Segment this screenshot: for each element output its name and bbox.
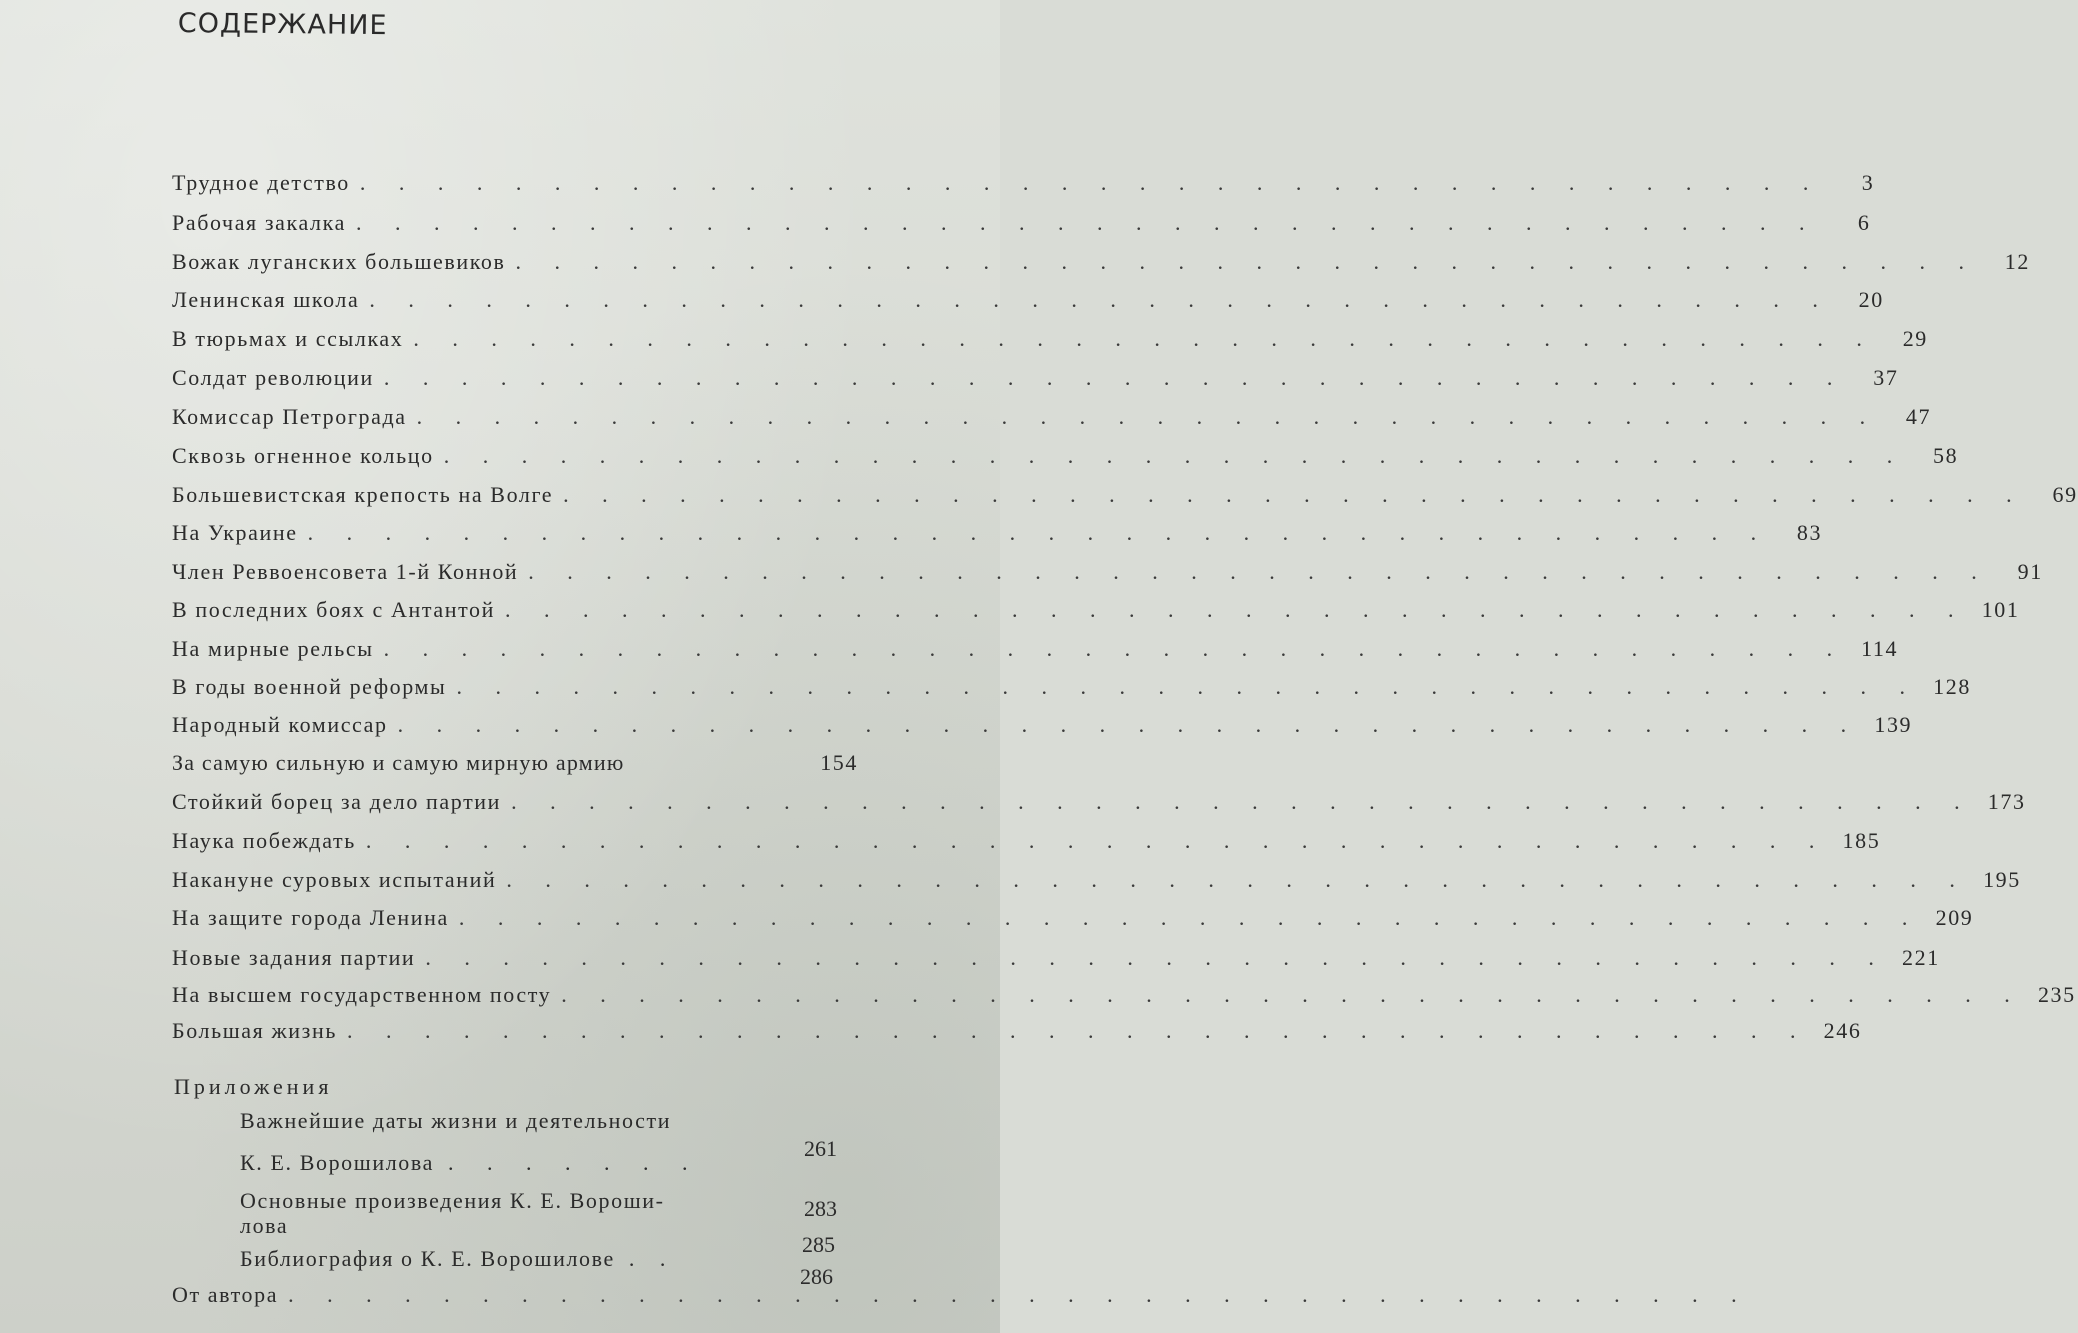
- toc-entry: [172, 945, 1940, 979]
- leader-dots: . . . . . . . . . . . . . . . . . . . . . . . . . . . . . . . . . . . . . .: [561, 982, 2024, 1007]
- leader-dots: . . . . . . . . . . . . . . . . . . . . . . . . . . . . . . . . . . . . . .: [307, 520, 1771, 545]
- leader-dots: . . . . . . . . . . . . . . . . . . . . . . . . . . . . . . . . . . . . . .: [359, 170, 1823, 195]
- appendix-heading: Приложения: [174, 1074, 333, 1099]
- appendix-item-line: Важнейшие даты жизни и деятельности: [240, 1108, 672, 1133]
- toc-entry-title: От автора: [172, 1282, 279, 1307]
- leader-dots: . . . . . . . . . . . . . . . . . . . . . . . . . . . . . . . . . . . . . .: [458, 905, 1922, 930]
- toc-entry: [172, 867, 2021, 901]
- toc-entry: [172, 674, 1971, 708]
- toc-entry-title: На высшем государственном посту: [172, 982, 552, 1007]
- toc-entry-title: За самую сильную и самую мирную армию: [172, 750, 625, 775]
- leader-dots: . . . . . . . . . . . . . . . . . . . . . . . . . . . . . . . . . . . . . .: [346, 1018, 1810, 1043]
- toc-entry-page: 101: [1981, 597, 2020, 622]
- toc-entry-page: 69: [2052, 482, 2078, 507]
- toc-entry: [172, 905, 1974, 939]
- toc-entry: [172, 520, 1823, 554]
- leader-dots: . . . . . . . . . . . . . . . . . . . . . . . . . . . . . . . . . . . . . .: [383, 636, 1847, 661]
- leader-dots: . . . . . . . . . . . . . . . . . . . . . . . . . . . . . . . . . . . . . .: [425, 945, 1888, 970]
- leader-dots: . . . . . . . . . . . . . . . . . . . . . . . . . . . . . . . . . . . . . .: [456, 674, 1919, 699]
- toc-entry-page: 154: [820, 750, 858, 775]
- toc-entry-page: 6: [1857, 210, 1871, 235]
- leader-dots: . . . . . . . . . . . . . . . . . . . . . . . . . . . . . . . . . . . . . .: [288, 1282, 1751, 1307]
- toc-entry-page: 29: [1902, 326, 1928, 351]
- toc-entry-title: Член Реввоенсовета 1-й Конной: [172, 559, 519, 584]
- leader-dots: . . . . . . . . . . . . . . . . . . . . . . . . . . . . . . . . . . . . . .: [355, 210, 1819, 235]
- toc-entry-title: Накануне суровых испытаний: [172, 867, 497, 892]
- toc-entry-page: 58: [1933, 443, 1959, 468]
- toc-entry: [172, 636, 1899, 670]
- contents-heading: СОДЕРЖАНИЕ: [177, 8, 388, 42]
- toc-entry-title: На мирные рельсы: [172, 636, 374, 661]
- toc-entry: [172, 482, 2078, 516]
- toc-entry: [172, 828, 1881, 862]
- toc-entry: [172, 404, 1932, 438]
- toc-entry-title: Вожак луганских большевиков: [172, 249, 506, 274]
- toc-entry: [172, 365, 1899, 399]
- toc-entry-page: 20: [1858, 287, 1884, 312]
- leader-dots: . . . . . . . . . . . . . . . . . . . . . . . . . . . . . . . . . . . . . .: [383, 365, 1847, 390]
- appendix-item-text: К. Е. Ворошилова: [240, 1150, 434, 1175]
- toc-entry: [172, 1018, 1862, 1052]
- toc-entry-title: На защите города Ленина: [172, 905, 449, 930]
- toc-entry-title: Ленинская школа: [172, 287, 360, 312]
- toc-entry-title: Комиссар Петрограда: [172, 404, 407, 429]
- toc-entry-page: 209: [1935, 905, 1974, 930]
- toc-entry-page: 114: [1861, 636, 1899, 661]
- leader-dots: . . . . . . . . . . . . . . . . . . . . . . . . . . . . . . . . . . . . . .: [505, 597, 1968, 622]
- toc-entry-title: Народный комиссар: [172, 712, 388, 737]
- toc-entry-title: Наука побеждать: [172, 828, 356, 853]
- toc-entry-title: Сквозь огненное кольцо: [172, 443, 434, 468]
- toc-entry-page: 47: [1905, 404, 1932, 429]
- toc-entry: [172, 597, 2020, 631]
- toc-entry-page: 139: [1874, 712, 1913, 737]
- leader-dots: . . . . . . . . . . . . . . . . . . . . . . . . . . . . . . . . . . . . . .: [413, 326, 1876, 351]
- appendix-item-line: [240, 1150, 701, 1176]
- toc-entry-title: В годы военной реформы: [172, 674, 447, 699]
- toc-entry-page: 37: [1873, 365, 1899, 390]
- appendix-item-line: лова: [240, 1213, 289, 1238]
- toc-entry-title: Большая жизнь: [172, 1018, 337, 1043]
- appendix-item-line: Основные произведения К. Е. Вороши-: [240, 1188, 665, 1213]
- toc-entry-title: Новые задания партии: [172, 945, 416, 970]
- toc-entry-page: 221: [1902, 945, 1940, 970]
- toc-entry-title: Трудное детство: [172, 170, 350, 195]
- toc-entry: [172, 443, 1959, 477]
- toc-entry-page: 173: [1987, 789, 2026, 814]
- toc-entry-page: 185: [1842, 828, 1881, 853]
- leader-dots: . . . . . . . . . . . . . . . . . . . . . . . . . . . . . . . . . . . . . .: [369, 287, 1832, 312]
- appendix-item-line: [240, 1246, 675, 1272]
- toc-entry: [172, 287, 1884, 321]
- toc-entry-title: Рабочая закалка: [172, 210, 346, 235]
- leader-dots: . . . . . . . . . . . . . . . . . . . . . . . . . . . . . . . . . . . . . .: [397, 712, 1861, 737]
- toc-entry: [172, 559, 2043, 593]
- toc-entry: [172, 982, 2076, 1016]
- leader-dots: . . . . . . . . . . . . . . . . . . . . . . . . . . . . . . . . . . . . . .: [506, 867, 1969, 892]
- toc-entry-author: [172, 1282, 1751, 1316]
- toc-entry: [172, 750, 858, 784]
- toc-entry-page: 3: [1861, 170, 1875, 195]
- leader-dots: . . . . . . . . . . . . . . . . . . . . . . . . . . . . . . . . . . . . . .: [416, 404, 1880, 429]
- appendix-item-page: 283: [804, 1196, 837, 1221]
- toc-entry-page: 12: [2004, 249, 2030, 274]
- toc-entry-page: 195: [1983, 867, 2021, 892]
- toc-entry: [172, 712, 1913, 746]
- toc-entry: [172, 170, 1875, 204]
- leader-dots: . . . . . . . . . . . . . . . . . . . . . . . . . . . . . . . . . . . . . .: [443, 443, 1907, 468]
- toc-entry-page: 286: [800, 1264, 833, 1289]
- toc-entry-title: Стойкий борец за дело партии: [172, 789, 502, 814]
- toc-entry: [172, 210, 1871, 244]
- toc-entry: [172, 249, 2030, 283]
- toc-entry-title: В последних боях с Антантой: [172, 597, 495, 622]
- leader-dots: . . . . . . . . . . . . . . . . . . . . . . . . . . . . . . . . . . . . . .: [563, 482, 2026, 507]
- appendix-item-page: 285: [802, 1232, 835, 1257]
- appendix-item-page: 261: [804, 1136, 837, 1161]
- toc-entry: [172, 789, 2026, 823]
- appendix-item-text: Библиография о К. Е. Ворошилове: [240, 1246, 615, 1271]
- toc-entry-title: Большевистская крепость на Волге: [172, 482, 554, 507]
- toc-entry-page: 83: [1796, 520, 1823, 545]
- leader-dots: . . . . . . . . . . . . . . . . . . . . . . . . . . . . . . . . . . . . . .: [515, 249, 1978, 274]
- toc-entry-title: В тюрьмах и ссылках: [172, 326, 404, 351]
- toc-entry-page: 235: [2037, 982, 2076, 1007]
- toc-entry-page: 246: [1823, 1018, 1862, 1043]
- toc-entry-title: На Украине: [172, 520, 298, 545]
- leader-dots: . . . . . . . . . . . . . . . . . . . . . . . . . . . . . . . . . . . . . .: [511, 789, 1974, 814]
- leader-dots: . . . . . . . . . . . . . . . . . . . . . . . . . . . . . . . . . . . . . .: [528, 559, 1991, 584]
- leader-dots: . . . . . . .: [447, 1150, 702, 1175]
- toc-entry: [172, 326, 1928, 360]
- toc-entry-title: Солдат революции: [172, 365, 374, 390]
- leader-dots: . .: [628, 1246, 676, 1271]
- toc-entry-page: 128: [1933, 674, 1971, 699]
- leader-dots: . . . . . . . . . . . . . . . . . . . . . . . . . . . . . . . . . . . . . .: [365, 828, 1829, 853]
- toc-entry-page: 91: [2017, 559, 2043, 584]
